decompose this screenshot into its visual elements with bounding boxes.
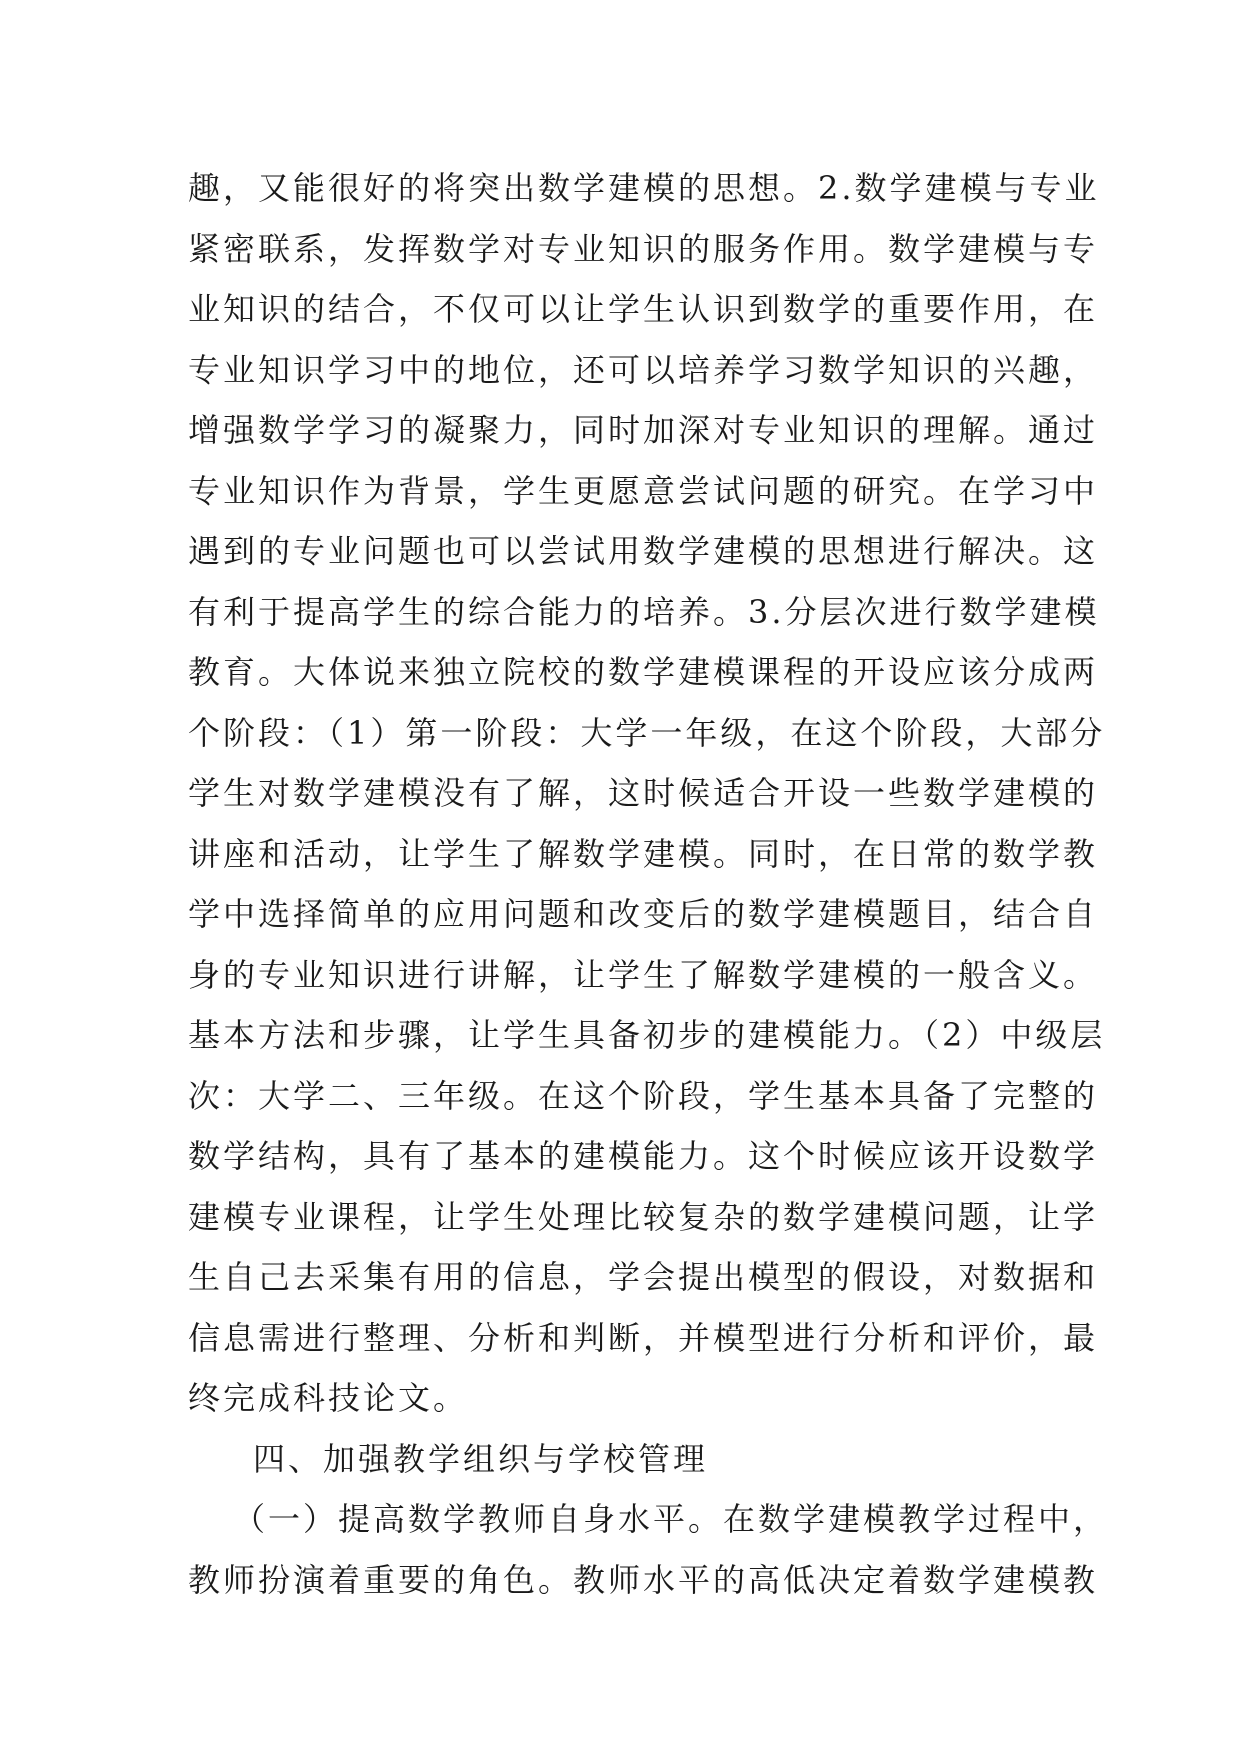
body-line: 身的专业知识进行讲解，让学生了解数学建模的一般含义。: [188, 955, 1099, 994]
body-line: 业知识的结合，不仅可以让学生认识到数学的重要作用，在: [188, 290, 1099, 328]
body-line: 个阶段：（1）第一阶段：大学一年级，在这个阶段，大部分: [188, 713, 1106, 752]
body-line: 建模专业课程，让学生处理比较复杂的数学建模问题，让学: [188, 1197, 1099, 1236]
body-line: 基本方法和步骤，让学生具备初步的建模能力。（2）中级层: [188, 1016, 1106, 1054]
body-line: 有利于提高学生的综合能力的培养。3.分层次进行数学建模: [188, 592, 1100, 631]
subsection-paragraph-line: 教师扮演着重要的角色。教师水平的高低决定着数学建模教: [188, 1560, 1099, 1599]
body-line: 数学结构，具有了基本的建模能力。这个时候应该开设数学: [188, 1137, 1099, 1175]
body-line: 遇到的专业问题也可以尝试用数学建模的思想进行解决。这: [188, 532, 1099, 570]
body-line: 学生对数学建模没有了解，这时候适合开设一些数学建模的: [188, 774, 1099, 812]
body-line: 趣，又能很好的将突出数学建模的思想。2.数学建模与专业: [188, 169, 1100, 207]
body-line: 专业知识学习中的地位，还可以培养学习数学知识的兴趣，: [188, 350, 1099, 389]
body-line: 讲座和活动，让学生了解数学建模。同时，在日常的数学教: [188, 834, 1099, 873]
document-body: [188, 158, 1109, 1610]
body-line: 紧密联系，发挥数学对专业知识的服务作用。数学建模与专: [188, 229, 1099, 268]
body-line: 生自己去采集有用的信息，学会提出模型的假设，对数据和: [188, 1258, 1099, 1296]
subsection-paragraph-first-line: （一）提高数学教师自身水平。在数学建模教学过程中，: [233, 1500, 1109, 1538]
body-line: 专业知识作为背景，学生更愿意尝试问题的研究。在学习中: [188, 471, 1099, 510]
body-line: 学中选择简单的应用问题和改变后的数学建模题目，结合自: [188, 895, 1099, 933]
body-line: 信息需进行整理、分析和判断，并模型进行分析和评价，最: [188, 1318, 1099, 1357]
body-line: 教育。大体说来独立院校的数学建模课程的开设应该分成两: [188, 653, 1099, 691]
body-line: 终完成科技论文。: [188, 1379, 469, 1417]
body-line: 增强数学学习的凝聚力，同时加深对专业知识的理解。通过: [188, 411, 1099, 449]
body-line: 次：大学二、三年级。在这个阶段，学生基本具备了完整的: [188, 1076, 1099, 1115]
section-heading: 四、加强教学组织与学校管理: [253, 1439, 709, 1478]
